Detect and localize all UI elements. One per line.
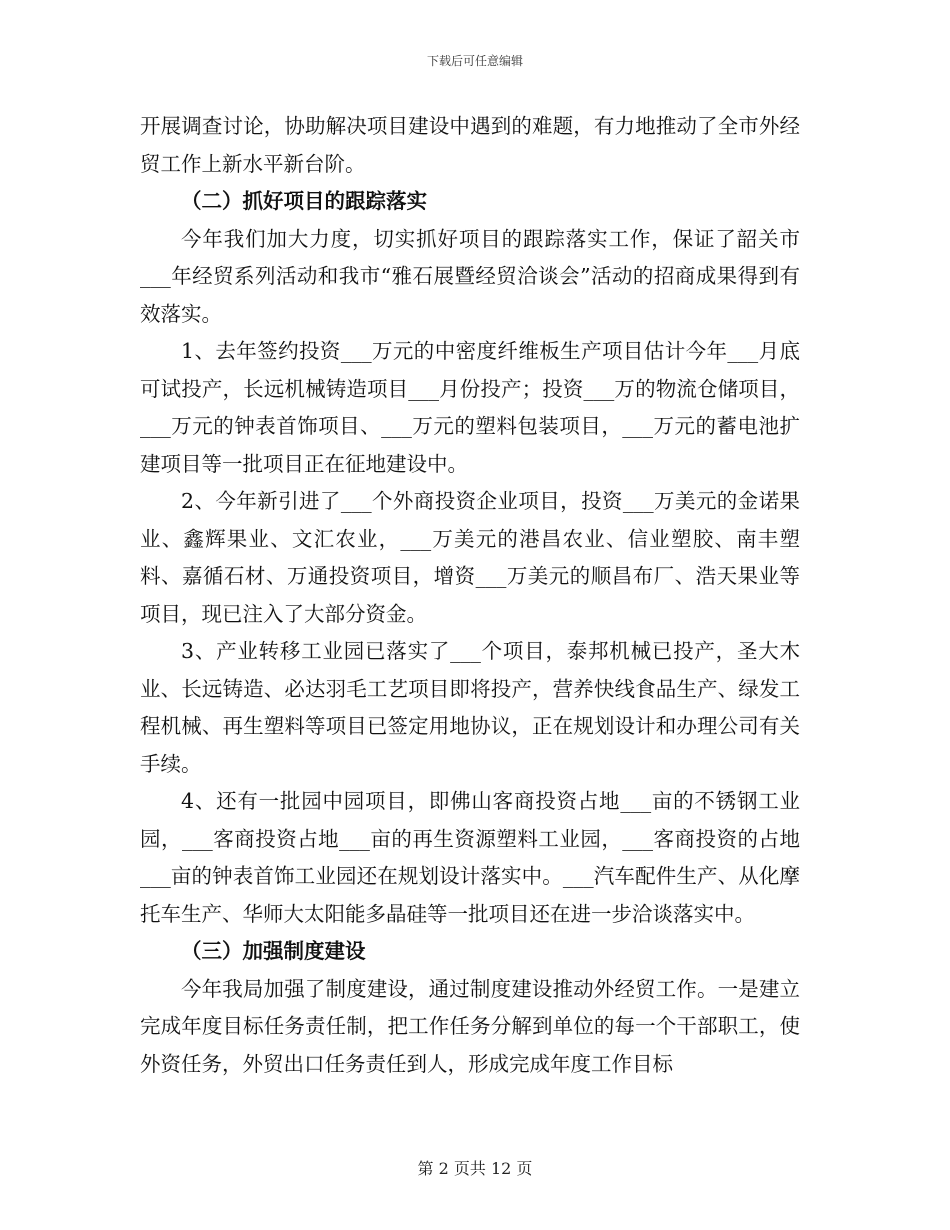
section-heading-2: （二）抓好项目的跟踪落实 [181,189,427,213]
page-footer-page-number: 第 2 页共 12 页 [417,1159,533,1178]
paragraph-system-building: 今年我局加强了制度建设，通过制度建设推动外经贸工作。一是建立完成年度目标任务责任制，把工作任务分解到单位的每一个干部职工，使外资任务，外贸出口任务责任到人，形成完成年度工作目标 [140,976,800,1076]
page-header: 下载后可任意编辑 [426,54,523,68]
paragraph-continuation: 开展调查讨论，协助解决项目建设中遇到的难题，有力地推动了全市外经贸工作上新水平新台阶。 [140,114,800,176]
paragraph-item-1: 1、去年签约投资___万元的中密度纤维板生产项目估计今年___月底可试投产，长远机械铸造项目___月份投产；投资___万的物流仓储项目，___万元的钟表首饰项目、___万元的塑料包装项目，___万元的蓄电池扩建项目等一批项目正在征地建设中。 [140,339,800,476]
paragraph-intro-tracking: 今年我们加大力度，切实抓好项目的跟踪落实工作，保证了韶关市___年经贸系列活动和我市“雅石展暨经贸洽谈会”活动的招商成果得到有效落实。 [140,226,800,326]
document-body [140,108,800,1083]
section-heading-3: （三）加强制度建设 [181,939,366,963]
paragraph-item-2: 2、今年新引进了___个外商投资企业项目，投资___万美元的金诺果业、鑫辉果业、文汇农业，___万美元的港昌农业、信业塑胶、南丰塑料、嘉循石材、万通投资项目，增资___万美元的顺昌布厂、浩天果业等项目，现已注入了大部分资金。 [140,489,800,626]
paragraph-item-3: 3、产业转移工业园已落实了___个项目，泰邦机械已投产，圣大木业、长远铸造、必达羽毛工艺项目即将投产，营养快线食品生产、绿发工程机械、再生塑料等项目已签定用地协议，正在规划设计和办理公司有关手续。 [140,639,800,776]
paragraph-item-4: 4、还有一批园中园项目，即佛山客商投资占地___亩的不锈钢工业园，___客商投资占地___亩的再生资源塑料工业园，___客商投资的占地___亩的钟表首饰工业园还在规划设计落实中。___汽车配件生产、从化摩托车生产、华师大太阳能多晶硅等一批项目还在进一步洽谈落实中。 [140,789,800,926]
